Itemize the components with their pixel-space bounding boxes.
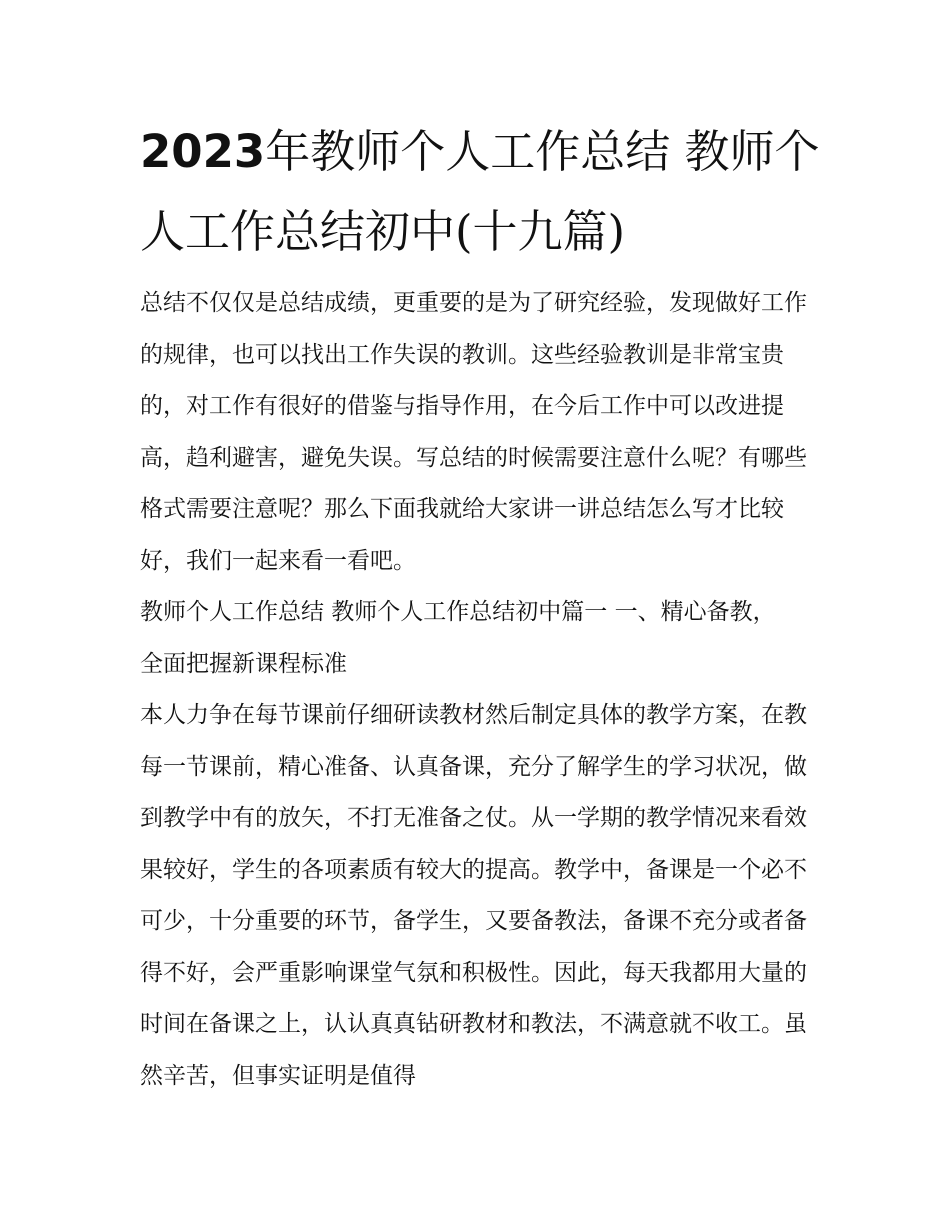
body-paragraph: 本人力争在每节课前仔细研读教材然后制定具体的教学方案，在教每一节课前，精心准备、认真备课，充分了解学生的学习状况，做到教学中有的放矢，不打无准备之仗。从一学期的教学情况来看效果较好，学生的各项素质有较大的提高。教学中，备课是一个必不可少，十分重要的环节，备学生，又要备教法，备课不充分或者备得不好，会严重影响课堂气氛和积极性。因此，每天我都用大量的时间在备课之上，认认真真钻研教材和教法，不满意就不收工。虽然辛苦，但事实证明是值得 (140, 702, 807, 1089)
document-title (140, 112, 830, 272)
intro-paragraph: 总结不仅仅是总结成绩，更重要的是为了研究经验，发现做好工作的规律，也可以找出工作失误的教训。这些经验教训是非常宝贵的，对工作有很好的借鉴与指导作用，在今后工作中可以改进提高，趋利避害，避免失误。写总结的时候需要注意什么呢？有哪些格式需要注意呢？那么下面我就给大家讲一讲总结怎么写才比较好，我们一起来看一看吧。 (140, 290, 807, 574)
document-body (140, 278, 815, 1102)
title-text: 年教师个人工作总结 教师个人工作总结初中(十九篇) (140, 125, 820, 258)
title-year: 2023 (140, 125, 266, 178)
section-heading: 教师个人工作总结 教师个人工作总结初中篇一 一、精心备教，全面把握新课程标准 (140, 599, 776, 677)
